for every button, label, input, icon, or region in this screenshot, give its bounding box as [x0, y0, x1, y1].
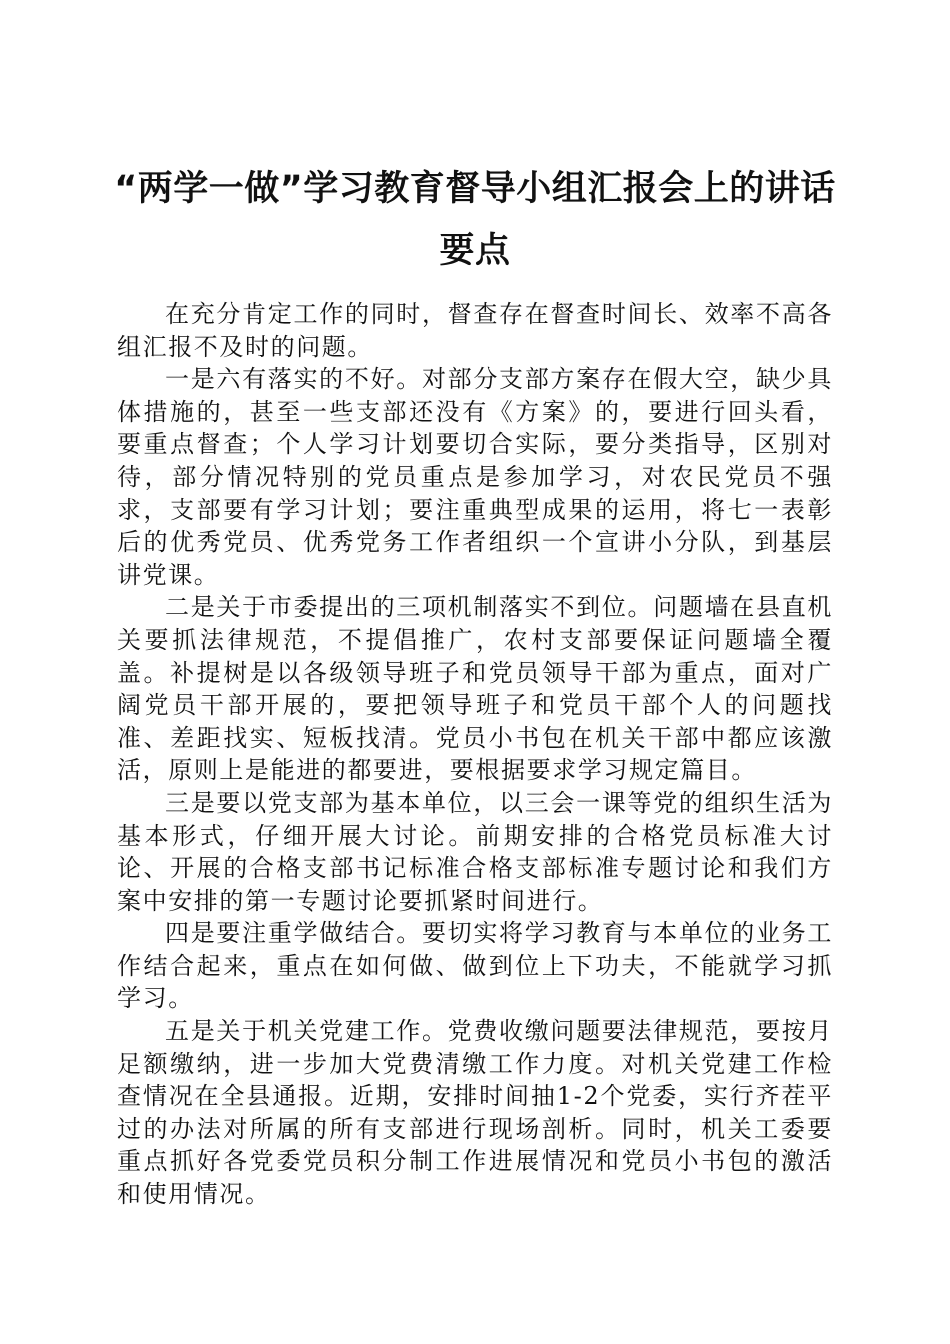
- paragraph-point-1: 一是六有落实的不好。对部分支部方案存在假大空，缺少具体措施的，甚至一些支部还没有《方案》的，要进行回头看，要重点督查；个人学习计划要切合实际，要分类指导，区别对待，部分情况特别的党员重点是参加学习，对农民党员不强求，支部要有学习计划；要注重典型成果的运用，将七一表彰后的优秀党员、优秀党务工作者组织一个宣讲小分队，到基层讲党课。: [117, 365, 833, 589]
- paragraph-point-3: 三是要以党支部为基本单位，以三会一课等党的组织生活为基本形式，仔细开展大讨论。前期安排的合格党员标准大讨论、开展的合格支部书记标准合格支部标准专题讨论和我们方案中安排的第一专题讨论要抓紧时间进行。: [117, 788, 833, 915]
- document-title: “两学一做”学习教育督导小组汇报会上的讲话要点: [114, 169, 836, 271]
- paragraph-point-2: 二是关于市委提出的三项机制落实不到位。问题墙在县直机关要抓法律规范，不提倡推广，农村支部要保证问题墙全覆盖。补提树是以各级领导班子和党员领导干部为重点，面对广阔党员干部开展的，要把领导班子和党员干部个人的问题找准、差距找实、短板找清。党员小书包在机关干部中都应该激活，原则上是能进的都要进，要根据要求学习规定篇目。: [117, 593, 833, 785]
- paragraph-point-4: 四是要注重学做结合。要切实将学习教育与本单位的业务工作结合起来，重点在如何做、做到位上下功夫，不能就学习抓学习。: [117, 919, 833, 1013]
- paragraph-point-5: 五是关于机关党建工作。党费收缴问题要法律规范，要按月足额缴纳，进一步加大党费清缴工作力度。对机关党建工作检查情况在全县通报。近期，安排时间抽1-2个党委，实行齐茬平过的办法对所属的所有支部进行现场剖析。同时，机关工委要重点抓好各党委党员积分制工作进展情况和党员小书包的激活和使用情况。: [117, 1017, 833, 1209]
- document-body: [117, 298, 833, 1211]
- paragraph-intro: 在充分肯定工作的同时，督查存在督查时间长、效率不高各组汇报不及时的问题。: [117, 300, 833, 361]
